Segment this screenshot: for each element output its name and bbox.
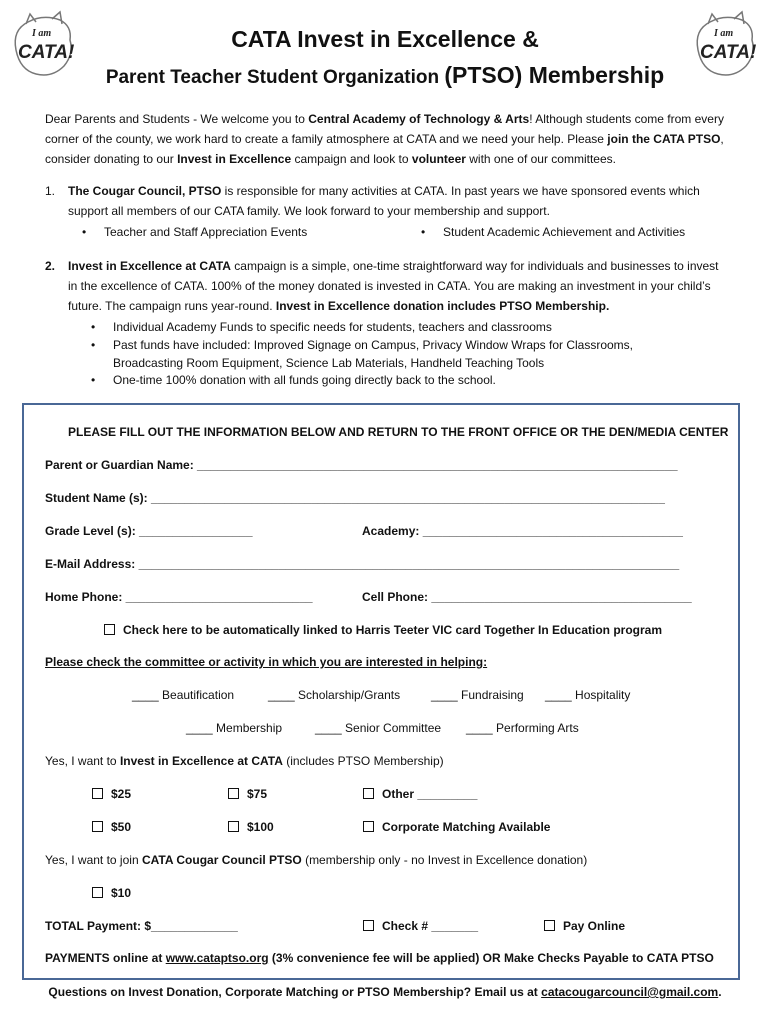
check-number-checkbox[interactable]: Check # _______: [363, 919, 478, 933]
student-name-field[interactable]: Student Name (s): _____________________________________________________________________________: [45, 491, 665, 505]
section-2: 2. Invest in Excellence at CATA campaign is a simple, one-time straightforward way for individuals and businesses to invest in the excellence of CATA. 100% of the money donated is invested in CATA. You are making an investment in your child’s future. The campaign runs year-round. Invest in Excellence donation includes PTSO Membership.: [45, 259, 719, 313]
checkbox-icon[interactable]: [363, 920, 374, 931]
committee-performing-arts[interactable]: ____ Performing Arts: [466, 721, 579, 735]
home-phone-field[interactable]: Home Phone: ____________________________: [45, 590, 313, 604]
amount-50-checkbox[interactable]: $50: [92, 820, 131, 834]
checkbox-icon[interactable]: [104, 624, 115, 635]
amount-75-checkbox[interactable]: $75: [228, 787, 267, 801]
svg-text:CATA!: CATA!: [18, 42, 75, 63]
footer: Questions on Invest Donation, Corporate Matching or PTSO Membership? Email us at catacougarcouncil@gmail.com.: [48, 985, 722, 999]
list-item: • Student Academic Achievement and Activities: [421, 225, 686, 239]
list-item: • One-time 100% donation with all funds going directly back to the school.: [91, 373, 496, 387]
checkbox-icon[interactable]: [92, 887, 103, 898]
total-payment-field[interactable]: TOTAL Payment: $_____________: [45, 919, 238, 933]
svg-text:I am: I am: [714, 28, 734, 39]
amount-25-checkbox[interactable]: $25: [92, 787, 131, 801]
section-1: 1. The Cougar Council, PTSO is responsible for many activities at CATA. In past years we have sponsored events which support all members of our CATA family. We look forward to your membership and support.: [45, 184, 700, 218]
grade-level-field[interactable]: Grade Level (s): _________________: [45, 524, 253, 538]
page-title: CATA Invest in Excellence &: [231, 26, 539, 52]
committee-scholarship[interactable]: ____ Scholarship/Grants: [268, 688, 401, 702]
page-subtitle: Parent Teacher Student Organization (PTSO) Membership: [105, 62, 665, 88]
committee-hospitality[interactable]: ____ Hospitality: [545, 688, 631, 702]
invest-line: Yes, I want to Invest in Excellence at CATA (includes PTSO Membership): [45, 754, 444, 768]
payments-line: PAYMENTS online at www.cataptso.org (3% convenience fee will be applied) OR Make Checks Payable to CATA PTSO: [45, 951, 714, 965]
list-item: • Teacher and Staff Appreciation Events: [82, 225, 308, 239]
checkbox-icon[interactable]: [228, 821, 239, 832]
email-field[interactable]: E-Mail Address: _________________________________________________________________________________: [45, 557, 680, 571]
intro-paragraph: Dear Parents and Students - We welcome you to Central Academy of Technology & Arts! Although students come from every corner of the county, we work hard to create a family atmosphere at CATA and we need your help. Please join the CATA PTSO, consider donating to our Invest in Excellence campaign and look to volunteer with one of our committees.: [45, 112, 724, 166]
amount-100-checkbox[interactable]: $100: [228, 820, 274, 834]
committee-membership[interactable]: ____ Membership: [186, 721, 283, 735]
committee-fundraising[interactable]: ____ Fundraising: [431, 688, 524, 702]
checkbox-icon[interactable]: [544, 920, 555, 931]
amount-other-checkbox[interactable]: Other _________: [363, 787, 477, 801]
cataptso-link[interactable]: www.cataptso.org: [165, 951, 269, 965]
svg-text:I am: I am: [32, 28, 52, 39]
academy-field[interactable]: Academy: _______________________________________: [362, 524, 683, 538]
committee-senior[interactable]: ____ Senior Committee: [315, 721, 442, 735]
list-item: • Past funds have included: Improved Signage on Campus, Privacy Window Wraps for Classrooms, Broadcasting Room Equipment, Science Lab Materials, Handheld Teaching Tools: [91, 338, 634, 370]
committee-beautification[interactable]: ____ Beautification: [132, 688, 235, 702]
email-link[interactable]: catacougarcouncil@gmail.com: [541, 985, 719, 999]
corporate-matching-checkbox[interactable]: Corporate Matching Available: [363, 820, 550, 834]
checkbox-icon[interactable]: [363, 788, 374, 799]
harris-teeter-checkbox[interactable]: Check here to be automatically linked to Harris Teeter VIC card Together In Education program: [104, 623, 662, 637]
form-heading: PLEASE FILL OUT THE INFORMATION BELOW AND RETURN TO THE FRONT OFFICE OR THE DEN/MEDIA CENTER: [68, 425, 729, 439]
checkbox-icon[interactable]: [92, 788, 103, 799]
pay-online-checkbox[interactable]: Pay Online: [544, 919, 625, 933]
cell-phone-field[interactable]: Cell Phone: _______________________________________: [362, 590, 692, 604]
ptso-10-checkbox[interactable]: $10: [92, 886, 131, 900]
join-line: Yes, I want to join CATA Cougar Council PTSO (membership only - no Invest in Excellence donation): [45, 853, 588, 867]
checkbox-icon[interactable]: [363, 821, 374, 832]
svg-text:CATA!: CATA!: [700, 42, 757, 63]
committee-heading: Please check the committee or activity in which you are interested in helping:: [45, 655, 488, 669]
list-item: • Individual Academy Funds to specific needs for students, teachers and classrooms: [91, 320, 552, 334]
checkbox-icon[interactable]: [228, 788, 239, 799]
parent-name-field[interactable]: Parent or Guardian Name: ________________________________________________________________________: [45, 458, 678, 472]
checkbox-icon[interactable]: [92, 821, 103, 832]
